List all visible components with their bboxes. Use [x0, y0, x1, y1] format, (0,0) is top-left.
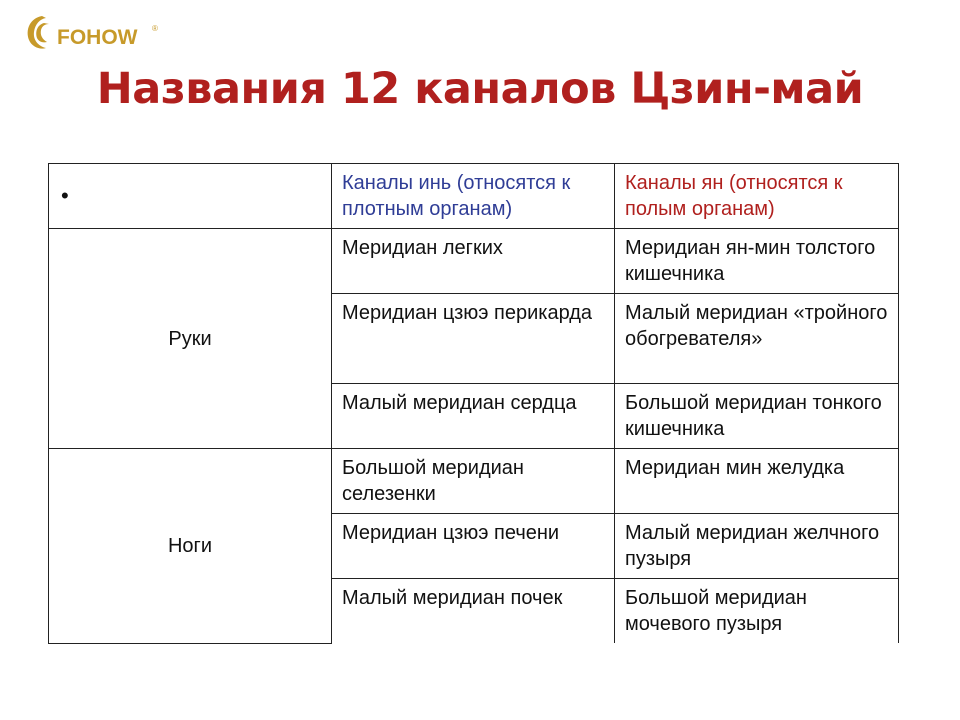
logo-text: FOHOW [57, 26, 138, 49]
yang-cell: Большой меридиан тонкого кишечника [615, 384, 899, 449]
yin-cell: Меридиан цзюэ печени [332, 514, 615, 579]
registered-mark: ® [152, 24, 158, 33]
yin-cell: Малый меридиан почек [332, 579, 615, 644]
fohow-logo [22, 10, 158, 54]
yang-cell: Малый меридиан «тройного обогревателя» [615, 294, 899, 384]
channels-table [48, 163, 899, 644]
fohow-swirl-icon [22, 10, 58, 54]
yin-cell: Малый меридиан сердца [332, 384, 615, 449]
yin-cell: Меридиан легких [332, 229, 615, 294]
bullet: • [61, 182, 69, 208]
group-label-hands: Руки [49, 229, 332, 449]
yang-cell: Меридиан мин желудка [615, 449, 899, 514]
header-yin: Каналы инь (относятся к плотным органам) [332, 164, 615, 229]
header-yang: Каналы ян (относятся к полым органам) [615, 164, 899, 229]
page-title: Названия 12 каналов Цзин-май [96, 64, 864, 114]
corner-cell [49, 164, 332, 229]
yin-cell: Меридиан цзюэ перикарда [332, 294, 615, 384]
yang-cell: Малый меридиан желчного пузыря [615, 514, 899, 579]
table-row [49, 449, 899, 514]
group-label-legs: Ноги [49, 449, 332, 644]
table-header-row [49, 164, 899, 229]
yin-cell: Большой меридиан селезенки [332, 449, 615, 514]
yang-cell: Большой меридиан мочевого пузыря [615, 579, 899, 644]
yang-cell: Меридиан ян-мин толстого кишечника [615, 229, 899, 294]
table-row [49, 229, 899, 294]
